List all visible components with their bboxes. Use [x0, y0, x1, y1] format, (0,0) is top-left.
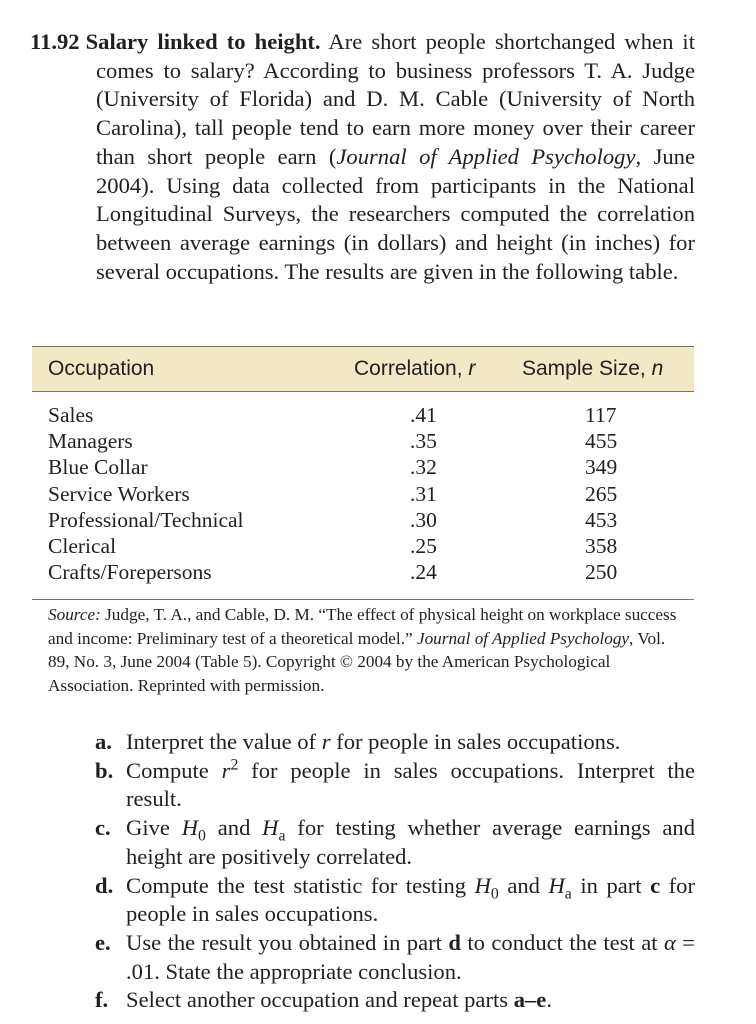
part-c-text-2: for testing whether average earnings and height are positively correlated.	[126, 815, 695, 869]
cell-sample-size: 455	[585, 429, 618, 454]
table-row	[32, 559, 694, 585]
header-sample-size	[522, 357, 663, 381]
superscript-2: 2	[230, 756, 239, 774]
cell-sample-size: 250	[585, 560, 618, 585]
part-b	[95, 757, 695, 814]
cell-occupation: Blue Collar	[48, 455, 148, 480]
table-bottom-rule	[32, 599, 694, 600]
cell-sample-size: 358	[585, 533, 618, 558]
and-text: and	[498, 872, 549, 898]
part-letter: b.	[95, 757, 114, 783]
part-e	[95, 929, 695, 986]
subscript-0: 0	[490, 885, 499, 903]
part-f	[95, 986, 695, 1015]
data-table	[32, 346, 694, 600]
header-sample-symbol: n	[651, 357, 664, 380]
table-row	[32, 454, 694, 480]
subscript-a: a	[278, 827, 286, 845]
var-h-alt: H	[262, 815, 279, 841]
part-reference: d	[448, 929, 461, 955]
part-e-text-1: Use the result you obtained in part	[126, 929, 449, 955]
cell-sample-size: 265	[585, 481, 618, 506]
subscript-a: a	[564, 885, 572, 903]
table-row	[32, 428, 694, 454]
part-a	[95, 728, 695, 757]
intro-text-1: Are short people shortchanged when it comes to salary? According to business professors T. A. Judge (University of Florida) and D. M. Cable (University of North Carolina), tall people tend to earn more money over their career than short people earn (	[96, 29, 695, 169]
part-letter: d.	[95, 872, 114, 898]
problem-number: 11.92	[30, 29, 80, 54]
header-correlation-symbol: r	[468, 357, 476, 380]
cell-sample-size: 349	[585, 455, 618, 480]
source-label: Source:	[48, 605, 101, 624]
cell-correlation: .41	[410, 403, 437, 427]
source-citation	[48, 603, 688, 697]
alpha-symbol: α	[663, 929, 676, 955]
part-e-text-2: to conduct the test at	[460, 929, 664, 955]
source-text-2: , Vol. 89, No. 3, June 2004 (Table 5). Copyright © 2004 by the American Psychological Association. Reprinted with permission.	[48, 628, 666, 695]
part-b-text-1: Compute	[126, 757, 222, 783]
intro-text-2: , June 2004). Using data collected from participants in the National Longitudinal Surveys, the researchers computed the correlation between average earnings (in dollars) and height (in inches) for several occupations. The results are given in the following table.	[96, 143, 695, 284]
table-row	[32, 533, 694, 559]
var-r: r	[221, 757, 231, 783]
table-body	[32, 392, 694, 585]
table-row	[32, 481, 694, 507]
intro-paragraph	[30, 28, 695, 286]
part-d-text-2: in part	[571, 872, 651, 898]
cell-occupation: Crafts/Forepersons	[48, 560, 212, 585]
part-f-text-1: Select another occupation and repeat parts	[126, 987, 514, 1013]
cell-sample-size: 117	[585, 403, 617, 427]
cell-correlation: .24	[410, 560, 437, 585]
cell-occupation: Sales	[48, 403, 94, 427]
var-h-null: H	[181, 815, 199, 841]
cell-occupation: Professional/Technical	[48, 507, 244, 532]
part-a-text-1: Interpret the value of	[126, 729, 322, 754]
cell-correlation: .35	[410, 429, 437, 454]
cell-occupation: Clerical	[48, 533, 117, 558]
cell-occupation: Managers	[48, 429, 133, 454]
source-text-1: Judge, T. A., and Cable, D. M. “The effect of physical height on workplace success and income: Preliminary test of a theoretical model.”	[48, 605, 677, 648]
part-f-text-2: .	[546, 987, 552, 1013]
cell-occupation: Service Workers	[48, 481, 190, 506]
cell-correlation: .31	[410, 481, 437, 506]
part-e-text-3: = .01. State the appropriate conclusion.	[126, 929, 695, 984]
table-row	[32, 507, 694, 533]
part-reference: a–e	[513, 987, 547, 1013]
cell-correlation: .25	[410, 533, 437, 558]
source-journal: Journal of Applied Psychology	[416, 628, 630, 648]
var-h-alt: H	[548, 872, 565, 898]
exercise-parts	[95, 728, 695, 1015]
part-letter: c.	[95, 815, 111, 841]
part-letter: a.	[95, 729, 112, 754]
var-h-null: H	[474, 872, 491, 898]
cell-correlation: .32	[410, 455, 437, 480]
header-occupation: Occupation	[48, 357, 155, 380]
problem-statement	[30, 28, 695, 286]
part-reference: c	[650, 872, 661, 898]
journal-name: Journal of Applied Psychology	[336, 143, 636, 169]
part-letter: f.	[95, 987, 109, 1013]
and-text: and	[205, 815, 263, 841]
part-c-text-1: Give	[126, 815, 182, 841]
header-sample-label: Sample Size,	[522, 357, 652, 380]
subscript-0: 0	[198, 827, 206, 845]
part-d-text-1: Compute the test statistic for testing	[126, 872, 475, 898]
part-d	[95, 872, 695, 929]
header-correlation-label: Correlation,	[354, 357, 469, 380]
part-letter: e.	[95, 929, 111, 955]
cell-correlation: .30	[410, 507, 437, 532]
header-correlation	[354, 357, 475, 381]
var-r: r	[321, 729, 331, 754]
part-b-text-2: for people in sales occupations. Interpret the result.	[126, 757, 695, 812]
part-a-text-2: for people in sales occupations.	[330, 729, 621, 754]
table-row	[32, 402, 694, 428]
part-d-text-3: for people in sales occupations.	[126, 872, 695, 927]
table-header	[32, 346, 694, 392]
problem-title: Salary linked to height.	[85, 29, 321, 54]
cell-sample-size: 453	[585, 507, 618, 532]
part-c	[95, 814, 695, 871]
